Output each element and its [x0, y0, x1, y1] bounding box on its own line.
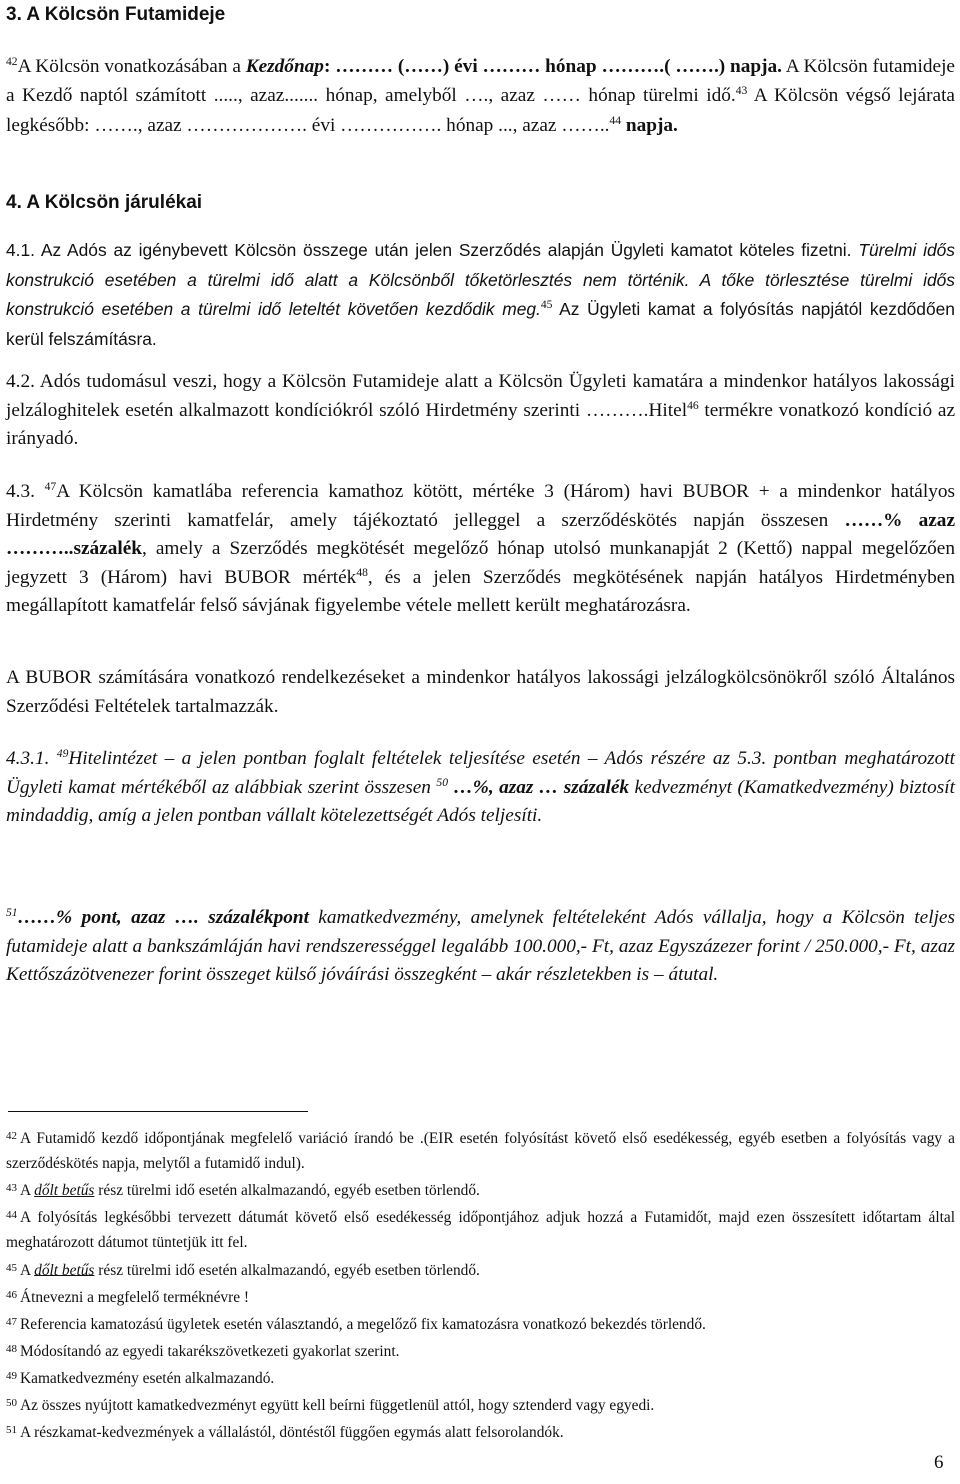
- futamido-text-1: A Kölcsön vonatkozásában a: [17, 56, 246, 77]
- p43-lead: 4.3.: [6, 481, 45, 502]
- footnote-42: [6, 1124, 955, 1176]
- p43-rate-blanks: ……% azaz ………..százalék: [6, 509, 955, 560]
- footnote-44: [6, 1203, 955, 1255]
- footnote-ref-43[interactable]: 43: [735, 84, 748, 98]
- kezdonap-label: Kezdőnap: [245, 56, 324, 77]
- footnote-ref-50[interactable]: 50: [436, 775, 448, 789]
- footnote-51: [6, 1418, 955, 1445]
- footnote-49: [6, 1364, 955, 1391]
- footnote-num: 45: [6, 1261, 17, 1274]
- footnote-text: Az összes nyújtott kamatkedvezményt együtt kell beírni függetlenül attól, hogy sztenderd vagy egyedi.: [20, 1396, 655, 1414]
- p51-text: kamatkedvezmény, amelynek feltételeként Adós vállalja, hogy a Kölcsön teljes futamideje alatt a bankszámláján havi rendszerességgel legalább 100.000,- Ft, azaz Egyszázezer forint / 250.000,- Ft, azaz Kettőszázötvenezer forint összeget külső jóváírási összegként – akár részletekben is – átutal.: [6, 907, 955, 986]
- p41-italic: Türelmi idős konstrukció esetében a türelmi idő alatt a Kölcsönből tőketörlesztés nem történik. A tőke törlesztése türelmi idős konstrukció esetében a türelmi idő leteltét követően kezdődik meg.: [6, 240, 956, 320]
- section-heading-4: 4. A Kölcsön járulékai: [6, 192, 203, 213]
- p431-text-1: Hitelintézet – a jelen pontban foglalt feltételek teljesítése esetén – Adós részére az 5.3. pontban meghatározott Ügyleti kamat mértékéből az alábbiak szerint összesen: [6, 748, 956, 798]
- footnote-text: A Futamidő kezdő időpontjának megfelelő variáció írandó be .(EIR esetén folyósítást követő első esedékesség, egyéb esetben a folyósítás vagy a szerződéskötés napja, melytől a futamidő indul).: [6, 1129, 955, 1173]
- p41-text-1: 4.1. Az Adós az igénybevett Kölcsön összege után jelen Szerződés alapján Ügyleti kamatot köteles fizetni.: [6, 240, 852, 260]
- futamido-text-3: A Kölcsön végső lejárata legkésőbb: ……., azaz ………………. évi ……………. hónap ..., azaz ……..: [6, 85, 955, 136]
- p431-discount-blanks: …%, azaz … százalék: [448, 776, 630, 798]
- footnote-ref-49[interactable]: 49: [56, 747, 69, 761]
- footnote-46: [6, 1283, 955, 1310]
- footnote-text: Referencia kamatozású ügyletek esetén választandó, a megelőző fix kamatozásra vonatkozó bekezdés törlendő.: [20, 1315, 706, 1333]
- p431-lead: 4.3.1.: [6, 748, 57, 769]
- footnote-num: 47: [6, 1315, 17, 1328]
- paragraph-bubor: A BUBOR számítására vonatkozó rendelkezéseket a mindenkor hatályos lakossági jelzálogkölcsönökről szóló Általános Szerződési Feltételek tartalmazzák.: [6, 667, 955, 717]
- footnote-text: Kamatkedvezmény esetén alkalmazandó.: [20, 1369, 275, 1387]
- footnote-ref-47[interactable]: 47: [44, 480, 57, 494]
- footnote-43: [6, 1176, 955, 1203]
- footnote-text: Módosítandó az egyedi takarékszövetkezeti gyakorlat szerint.: [20, 1342, 400, 1360]
- paragraph-4-1: [6, 236, 955, 354]
- footnote-num: 50: [6, 1396, 17, 1409]
- paragraph-4-3: [6, 478, 955, 621]
- footnote-num: 43: [6, 1182, 17, 1195]
- footnote-48: [6, 1337, 955, 1364]
- footnote-text: A: [20, 1261, 35, 1279]
- footnote-47: [6, 1310, 955, 1337]
- footnote-num: 51: [6, 1423, 17, 1436]
- footnote-num: 49: [6, 1369, 17, 1382]
- paragraph-futamido: [6, 52, 955, 140]
- footnote-num: 42: [6, 1130, 17, 1142]
- footnote-ref-46[interactable]: 46: [687, 398, 699, 412]
- p42-text-2: termékre vonatkozó kondíció az irányadó.: [6, 399, 955, 450]
- paragraph-51: [6, 904, 955, 990]
- footnote-text: A folyósítás legkésőbbi tervezett dátumát követő első esedékesség időpontjához adjuk hozzá a Futamidőt, majd ezen összesített időtartam által meghatározott dátumot tüntetjük itt fel.: [6, 1209, 955, 1252]
- footnotes: [6, 1124, 955, 1445]
- footnote-45: [6, 1256, 955, 1283]
- footnote-num: 44: [6, 1209, 17, 1222]
- footnote-ref-44[interactable]: 44: [609, 113, 622, 127]
- paragraph-4-2: [6, 368, 955, 454]
- footnote-50: [6, 1391, 955, 1418]
- p41-text-2: Az Ügyleti kamat a folyósítás napjától kezdődően kerül felszámításra.: [6, 299, 955, 349]
- footnote-ref-42[interactable]: 42: [6, 55, 18, 69]
- footnote-separator: [8, 1111, 308, 1112]
- footnote-text: A: [20, 1182, 35, 1200]
- footnote-text: A részkamat-kedvezmények a vállalástól, döntéstől függően egymás alatt felsorolandók.: [20, 1423, 564, 1441]
- futamido-text-4: napja.: [621, 114, 678, 136]
- paragraph-4-3-1: [6, 745, 955, 831]
- footnote-text: rész türelmi idő esetén alkalmazandó, egyéb esetben törlendő.: [94, 1182, 480, 1200]
- footnote-italic: dőlt betűs: [34, 1261, 95, 1279]
- section-heading-3: 3. A Kölcsön Futamideje: [6, 4, 226, 25]
- p51-discount-blanks: ……% pont, azaz …. százalékpont: [17, 907, 309, 928]
- footnote-ref-45[interactable]: 45: [540, 298, 553, 312]
- p43-text-1: A Kölcsön kamatlába referencia kamathoz kötött, mértéke 3 (Három) havi BUBOR + a mindenkor hatályos Hirdetmény szerinti kamatfelár, amely tájékoztató jelleggel a szerződéskötés napján összesen: [6, 481, 956, 531]
- footnote-italic: dőlt betűs: [34, 1182, 95, 1200]
- footnote-num: 48: [6, 1342, 17, 1355]
- p431-text-2: kedvezményt (Kamatkedvezmény) biztosít mindaddig, amíg a jelen pontban vállalt kötelezettségét Adós teljesíti.: [6, 776, 955, 827]
- footnote-num: 46: [6, 1288, 17, 1301]
- footnote-ref-48[interactable]: 48: [356, 565, 368, 579]
- futamido-date-blanks: : ……… (……) évi ……… hónap ……….( …….) napja.: [323, 56, 782, 77]
- page-number: 6: [934, 1452, 944, 1473]
- p42-text-1: 4.2. Adós tudomásul veszi, hogy a Kölcsön Futamideje alatt a Kölcsön Ügyleti kamatára a mindenkor hatályos lakossági jelzáloghitelek esetén alkalmazott kondíciókról szóló Hirdetmény szerinti ……….Hitel: [6, 371, 955, 421]
- p43-text-3: , és a jelen Szerződés megkötésének napján hatályos Hirdetményben megállapított kamatfelár felső sávjának figyelembe vétele mellett került meghatározásra.: [6, 566, 955, 617]
- p43-text-2: , amely a Szerződés megkötését megelőző hónap utolsó munkanapját 2 (Kettő) nappal megelőzően jegyzett 3 (Három) havi BUBOR mérték: [6, 538, 955, 588]
- footnote-text: rész türelmi idő esetén alkalmazandó, egyéb esetben törlendő.: [94, 1261, 480, 1279]
- footnote-text: Átnevezni a megfelelő terméknévre !: [20, 1288, 250, 1306]
- footnote-ref-51[interactable]: 51: [6, 906, 18, 920]
- futamido-text-2: A Kölcsön futamideje a Kezdő naptól számított ....., azaz....... hónap, amelyből …., azaz …… hónap türelmi idő.: [6, 56, 955, 107]
